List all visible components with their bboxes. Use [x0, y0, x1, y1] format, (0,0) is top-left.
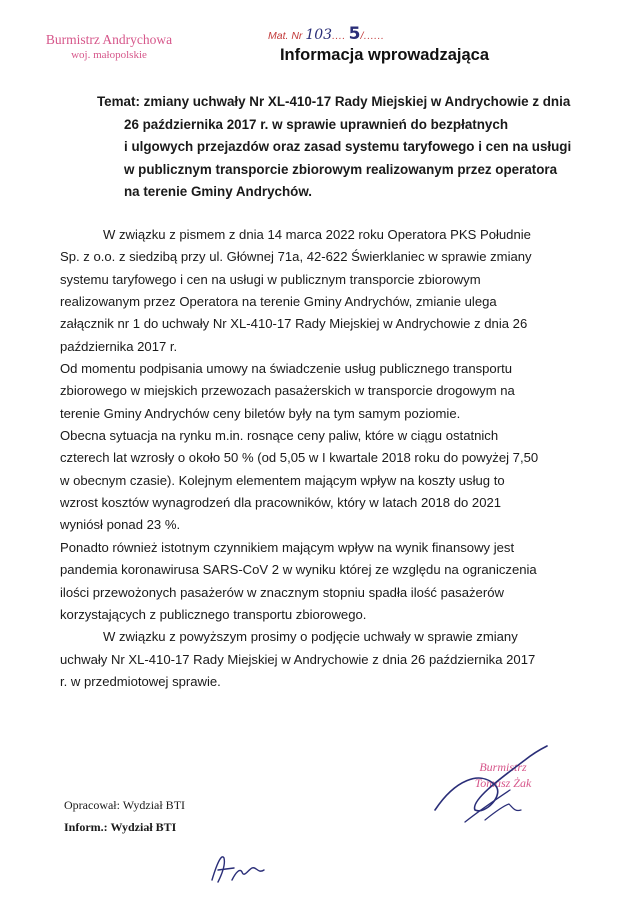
body-line: wyniósł ponad 23 %. [60, 517, 181, 533]
body-line: W związku z pismem z dnia 14 marca 2022 roku Operatora PKS Południe [103, 227, 531, 242]
material-number-prefix: Mat. Nr [268, 30, 303, 42]
informed-by: Inform.: Wydział BTI [64, 820, 177, 834]
body-line: czterech lat wzrosły o około 50 % (od 5,05 w I kwartale 2018 roku do powyżej 7,50 [60, 450, 539, 466]
body-line: Od momentu podpisania umowy na świadczenie usług publicznego transportu [60, 361, 512, 377]
body-line: załącznik nr 1 do uchwały Nr XL-410-17 Rady Miejskiej w Andrychowie z dnia 26 [60, 316, 528, 332]
body-line: terenie Gminy Andrychów ceny biletów były na tym samym poziomie. [60, 405, 461, 421]
body-line: ilości przewożonych pasażerów w znacznym stopniu spadła ilość pasażerów [60, 584, 504, 600]
prepared-by-block [64, 794, 185, 838]
body-line: W związku z powyższym prosimy o podjęcie uchwały w sprawie zmiany [103, 629, 518, 645]
mayor-signature-scribble [425, 740, 555, 830]
handwritten-suffix: 5 [348, 24, 361, 44]
subject-line: Temat: zmiany uchwały Nr XL-410-17 Rady Miejskiej w Andrychowie z dnia [97, 94, 571, 109]
body-line: Obecna sytuacja na rynku m.in. rosnące ceny paliw, które w ciągu ostatnich [60, 428, 499, 444]
subject-line: w publicznym transporcie zbiorowym realizowanym przez operatora [124, 161, 558, 177]
subject-line: 26 października 2017 r. w sprawie uprawnień do bezpłatnych [124, 116, 508, 132]
material-number: Mat. Nr 103.... 5/...... [268, 24, 385, 44]
body-line: uchwały Nr XL-410-17 Rady Miejskiej w Andrychowie z dnia 26 października 2017 [60, 651, 536, 667]
subject-block [97, 91, 577, 204]
signature-name: Tomasz Żak [474, 775, 532, 790]
body-line: pandemia koronawirusa SARS-CoV 2 w wyniku której ze względu na ograniczenia [60, 562, 537, 578]
stamp-line-region: woj. małopolskie [71, 48, 147, 61]
body-line: realizowanym przez Operatora na terenie Gminy Andrychów, zmianie ulega [60, 294, 497, 310]
handwritten-number: 103 [305, 27, 333, 43]
body-line: r. w przedmiotowej sprawie. [60, 673, 221, 689]
body-line: października 2017 r. [60, 338, 178, 354]
signature-role: Burmistrz [479, 760, 527, 774]
body-line: w obecnym czasie). Kolejnym elementem mającym wpływ na koszty usług to [60, 472, 505, 488]
document-title: Informacja wprowadzająca [279, 46, 490, 64]
body-line: Ponadto również istotnym czynnikiem mającym wpływ na wynik finansowy jest [60, 539, 515, 555]
body-line: zbiorowego w miejskich przewozach pasażerskich w transporcie drogowym na [60, 383, 515, 399]
stamp-line-office: Burmistrz Andrychowa [45, 32, 173, 47]
material-number-dots: /...... [360, 30, 385, 42]
prepared-by: Opracował: Wydział BTI [64, 798, 186, 812]
subject-line: na terenie Gminy Andrychów. [124, 184, 313, 199]
body-text [60, 224, 600, 693]
body-line: korzystających z publicznego transportu zbiorowego. [60, 606, 367, 622]
body-line: wzrost kosztów wynagrodzeń dla pracowników, który w latach 2018 do 2021 [60, 495, 502, 511]
body-line: Sp. z o.o. z siedzibą przy ul. Głównej 71a, 42-622 Świerklaniec w sprawie zmiany [60, 249, 532, 265]
body-line: systemu taryfowego i cen na usługi w publicznym transporcie zbiorowym [60, 271, 481, 287]
clerk-signature-scribble [208, 850, 268, 890]
subject-line: i ulgowych przejazdów oraz zasad systemu taryfowego i cen na usługi [124, 139, 572, 154]
